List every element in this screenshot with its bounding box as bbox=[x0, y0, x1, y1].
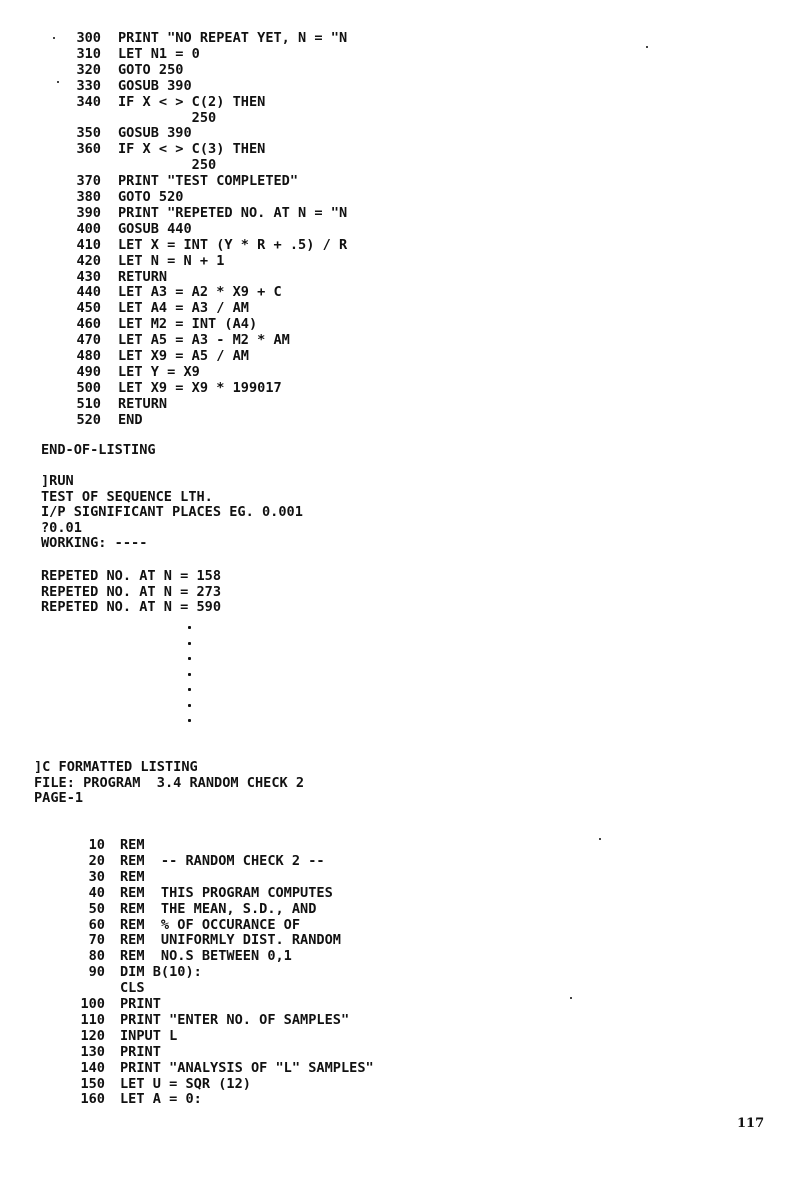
line-number: 310 bbox=[76, 45, 101, 62]
ellipsis-dot bbox=[188, 673, 191, 676]
ellipsis-dot bbox=[188, 719, 191, 722]
line-number: 390 bbox=[76, 204, 101, 221]
scan-speck bbox=[599, 838, 601, 840]
formatted_header-line: FILE: PROGRAM 3.4 RANDOM CHECK 2 bbox=[34, 774, 305, 791]
code-text: PRINT "ENTER NO. OF SAMPLES" bbox=[120, 1011, 350, 1028]
line-number: 50 bbox=[88, 900, 105, 917]
ellipsis-dot bbox=[188, 626, 191, 629]
code-text: LET A = 0: bbox=[120, 1091, 202, 1108]
run_output-line: ]RUN bbox=[41, 473, 74, 489]
code-text: PRINT "TEST COMPLETED" bbox=[118, 173, 299, 190]
run_output-line: I/P SIGNIFICANT PLACES EG. 0.001 bbox=[41, 504, 303, 520]
line-number: 400 bbox=[76, 220, 101, 237]
code-text: LET N = N + 1 bbox=[118, 252, 225, 269]
line-number: 20 bbox=[88, 852, 105, 869]
code-text: REM THE MEAN, S.D., AND bbox=[120, 900, 317, 917]
line-number: 440 bbox=[76, 284, 101, 301]
line-number: 70 bbox=[88, 932, 105, 949]
ellipsis-dot bbox=[188, 657, 191, 660]
code-text: GOTO 520 bbox=[118, 189, 184, 205]
line-number: 90 bbox=[88, 964, 105, 981]
page-number: 117 bbox=[737, 1116, 765, 1131]
code-text: LET M2 = INT (A4) bbox=[118, 316, 258, 333]
code-text: GOSUB 390 bbox=[118, 125, 192, 142]
formatted_header-line: ]C FORMATTED LISTING bbox=[34, 759, 198, 775]
line-number: 300 bbox=[76, 30, 101, 46]
line-number: 360 bbox=[76, 141, 101, 158]
code-text: CLS bbox=[120, 980, 145, 997]
line-number: 120 bbox=[80, 1027, 105, 1044]
line-number: 30 bbox=[88, 868, 105, 885]
line-number: 140 bbox=[80, 1059, 105, 1076]
line-number: 160 bbox=[80, 1091, 105, 1108]
line-number: 420 bbox=[76, 252, 101, 269]
code-text: LET A3 = A2 * X9 + C bbox=[118, 284, 282, 301]
line-number: 450 bbox=[76, 300, 101, 317]
line-number: 490 bbox=[76, 363, 101, 380]
line-number: 60 bbox=[88, 916, 105, 933]
line-number: 480 bbox=[76, 348, 101, 364]
code-text: PRINT bbox=[120, 996, 161, 1012]
line-number: 10 bbox=[88, 837, 105, 853]
line-number: 380 bbox=[76, 189, 101, 205]
line-number: 410 bbox=[76, 236, 101, 253]
code-text: LET Y = X9 bbox=[118, 363, 200, 380]
formatted_header-line: PAGE-1 bbox=[34, 790, 84, 806]
repeats-line: REPETED NO. AT N = 590 bbox=[41, 599, 222, 615]
code-text: RETURN bbox=[118, 268, 168, 285]
code-text: PRINT bbox=[120, 1043, 161, 1060]
line-number: 470 bbox=[76, 332, 101, 349]
code-text: REM bbox=[120, 837, 145, 853]
code-text: PRINT "ANALYSIS OF "L" SAMPLES" bbox=[120, 1059, 374, 1076]
scan-speck bbox=[57, 81, 59, 83]
line-number: 370 bbox=[76, 173, 101, 190]
code-text: INPUT L bbox=[120, 1027, 178, 1044]
code-text: LET A5 = A3 - M2 * AM bbox=[118, 332, 290, 349]
ellipsis-dot bbox=[188, 642, 191, 645]
code-text: 250 bbox=[118, 157, 217, 174]
line-number: 350 bbox=[76, 125, 101, 142]
code-text: END bbox=[118, 411, 143, 428]
line-number: 460 bbox=[76, 316, 101, 333]
repeats-line: REPETED NO. AT N = 273 bbox=[41, 583, 222, 600]
line-number: 340 bbox=[76, 93, 101, 110]
ellipsis-dot bbox=[188, 704, 191, 707]
line-number: 150 bbox=[80, 1075, 105, 1092]
code-text: GOSUB 390 bbox=[118, 77, 192, 94]
repeats-line: REPETED NO. AT N = 158 bbox=[41, 568, 222, 584]
code-text: LET U = SQR (12) bbox=[120, 1075, 251, 1092]
code-text: LET X9 = A5 / AM bbox=[118, 348, 249, 364]
line-number: 80 bbox=[88, 948, 105, 965]
line-number: 500 bbox=[76, 379, 101, 396]
scan-speck bbox=[646, 46, 648, 48]
code-text: RETURN bbox=[118, 395, 168, 412]
code-text: LET N1 = 0 bbox=[118, 45, 200, 62]
code-text: REM THIS PROGRAM COMPUTES bbox=[120, 884, 333, 901]
code-text: PRINT "REPETED NO. AT N = "N bbox=[118, 204, 348, 221]
line-number: 100 bbox=[80, 996, 105, 1012]
run_output-line: ?0.01 bbox=[41, 519, 82, 536]
code-text: LET A4 = A3 / AM bbox=[118, 300, 249, 317]
ellipsis-dot bbox=[188, 688, 191, 691]
line-number: 110 bbox=[80, 1011, 105, 1028]
code-text: GOSUB 440 bbox=[118, 220, 192, 237]
line-number: 320 bbox=[76, 61, 101, 78]
code-text: 250 bbox=[118, 109, 217, 126]
code-text: PRINT "NO REPEAT YET, N = "N bbox=[118, 30, 348, 46]
code-text: LET X9 = X9 * 199017 bbox=[118, 379, 282, 396]
code-text: REM -- RANDOM CHECK 2 -- bbox=[120, 852, 325, 869]
code-text: IF X < > C(2) THEN bbox=[118, 93, 266, 110]
code-text: IF X < > C(3) THEN bbox=[118, 141, 266, 158]
run_output-line: WORKING: ---- bbox=[41, 535, 148, 551]
line-number: 330 bbox=[76, 77, 101, 94]
line-number: 520 bbox=[76, 411, 101, 428]
code-text: LET X = INT (Y * R + .5) / R bbox=[118, 236, 348, 253]
line-number: 510 bbox=[76, 395, 101, 412]
scan-speck bbox=[570, 997, 572, 999]
code-text: GOTO 250 bbox=[118, 61, 184, 78]
scan-speck bbox=[53, 37, 55, 39]
code-text: DIM B(10): bbox=[120, 964, 202, 981]
code-text: REM % OF OCCURANCE OF bbox=[120, 916, 301, 933]
line-number: 40 bbox=[88, 884, 105, 901]
end-of-listing: END-OF-LISTING bbox=[41, 442, 156, 458]
run_output-line: TEST OF SEQUENCE LTH. bbox=[41, 488, 213, 505]
line-number: 430 bbox=[76, 268, 101, 285]
line-number: 130 bbox=[80, 1043, 105, 1060]
code-text: REM UNIFORMLY DIST. RANDOM bbox=[120, 932, 341, 949]
code-text: REM bbox=[120, 868, 145, 885]
code-text: REM NO.S BETWEEN 0,1 bbox=[120, 948, 292, 965]
